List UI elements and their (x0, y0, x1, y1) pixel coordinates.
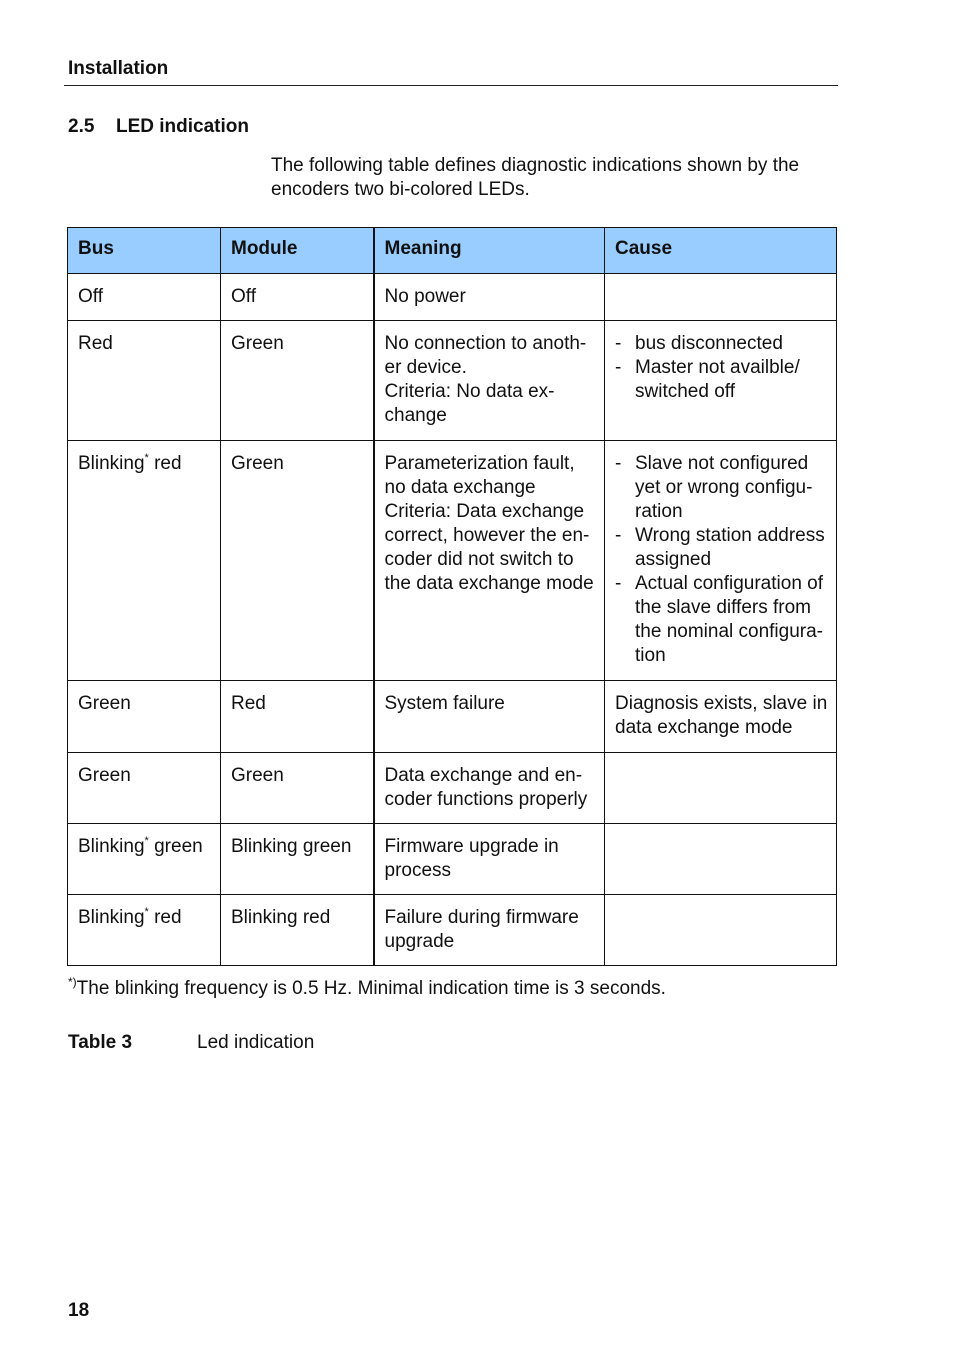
table-body (68, 274, 837, 966)
cell-cause (605, 824, 837, 895)
bus-state: Blinking (78, 907, 145, 928)
led-indication-table (67, 227, 837, 966)
cell-module: Green (221, 753, 374, 824)
bus-state-color: green (148, 836, 203, 857)
table-row (68, 441, 837, 681)
bus-state: Blinking (78, 836, 145, 857)
bus-state: Red (78, 333, 113, 354)
table-header-row (68, 228, 837, 274)
cell-bus (68, 753, 221, 824)
cause-list-item: - Slave not configured yet or wrong configu- ration (615, 452, 828, 524)
bus-state: Green (78, 765, 131, 786)
cell-bus (68, 274, 221, 321)
cell-bus (68, 441, 221, 681)
cause-list (615, 332, 828, 404)
bus-state-color: red (148, 907, 182, 928)
bus-state: Off (78, 286, 103, 307)
footnote-reference: * (144, 906, 149, 918)
column-header-cause: Cause (605, 228, 837, 274)
cause-list (615, 452, 828, 668)
cell-cause (605, 321, 837, 441)
cause-list-item: - Master not availble/ switched off (615, 356, 828, 404)
cell-meaning: No connection to anoth- er device. Criteria: No data ex- change (374, 321, 605, 441)
bus-state: Blinking (78, 453, 145, 474)
cell-meaning: System failure (374, 681, 605, 753)
table-row (68, 895, 837, 966)
cell-bus (68, 681, 221, 753)
cell-bus (68, 824, 221, 895)
table-row (68, 753, 837, 824)
cell-meaning: Parameterization fault, no data exchange Criteria: Data exchange correct, however the en- coder did not switch to the data exchange mode (374, 441, 605, 681)
cause-list-item: - Actual configuration of the slave differs from the nominal configura- tion (615, 572, 828, 668)
table-row (68, 681, 837, 753)
cell-cause: Diagnosis exists, slave in data exchange mode (605, 681, 837, 753)
table-caption (68, 1032, 314, 1054)
footnote-reference: * (144, 835, 149, 847)
cell-meaning: Data exchange and en- coder functions properly (374, 753, 605, 824)
cell-module: Green (221, 441, 374, 681)
cell-cause (605, 274, 837, 321)
cell-meaning: Failure during firmware upgrade (374, 895, 605, 966)
cell-meaning: Firmware upgrade in process (374, 824, 605, 895)
section-title: LED indication (116, 116, 249, 137)
table-row (68, 274, 837, 321)
footnote-reference: * (144, 452, 149, 464)
table-row (68, 824, 837, 895)
footnote (68, 977, 666, 1001)
cell-cause (605, 753, 837, 824)
cause-list-item: - Wrong station address assigned (615, 524, 828, 572)
cell-cause (605, 895, 837, 966)
cell-module: Green (221, 321, 374, 441)
cell-module: Blinking green (221, 824, 374, 895)
bus-state: Green (78, 693, 131, 714)
cell-bus (68, 321, 221, 441)
cause-list-item: - bus disconnected (615, 332, 828, 356)
cell-module: Off (221, 274, 374, 321)
cell-cause (605, 441, 837, 681)
bus-state-color: red (148, 453, 182, 474)
cell-meaning: No power (374, 274, 605, 321)
header-divider (64, 85, 838, 86)
section-number: 2.5 (68, 116, 95, 137)
column-header-bus: Bus (68, 228, 221, 274)
caption-text: Led indication (197, 1032, 315, 1053)
intro-paragraph: The following table defines diagnostic indications shown by the encoders two bi-colored LEDs. (271, 155, 800, 200)
caption-label: Table 3 (68, 1032, 133, 1053)
running-header: Installation (68, 58, 169, 79)
page-number: 18 (68, 1300, 90, 1321)
cell-module: Red (221, 681, 374, 753)
column-header-module: Module (221, 228, 374, 274)
footnote-marker: *) (68, 975, 77, 989)
table-row (68, 321, 837, 441)
footnote-text: The blinking frequency is 0.5 Hz. Minimal indication time is 3 seconds. (76, 978, 666, 999)
cell-bus (68, 895, 221, 966)
section-heading (68, 116, 249, 138)
cell-module: Blinking red (221, 895, 374, 966)
column-header-meaning: Meaning (374, 228, 605, 274)
